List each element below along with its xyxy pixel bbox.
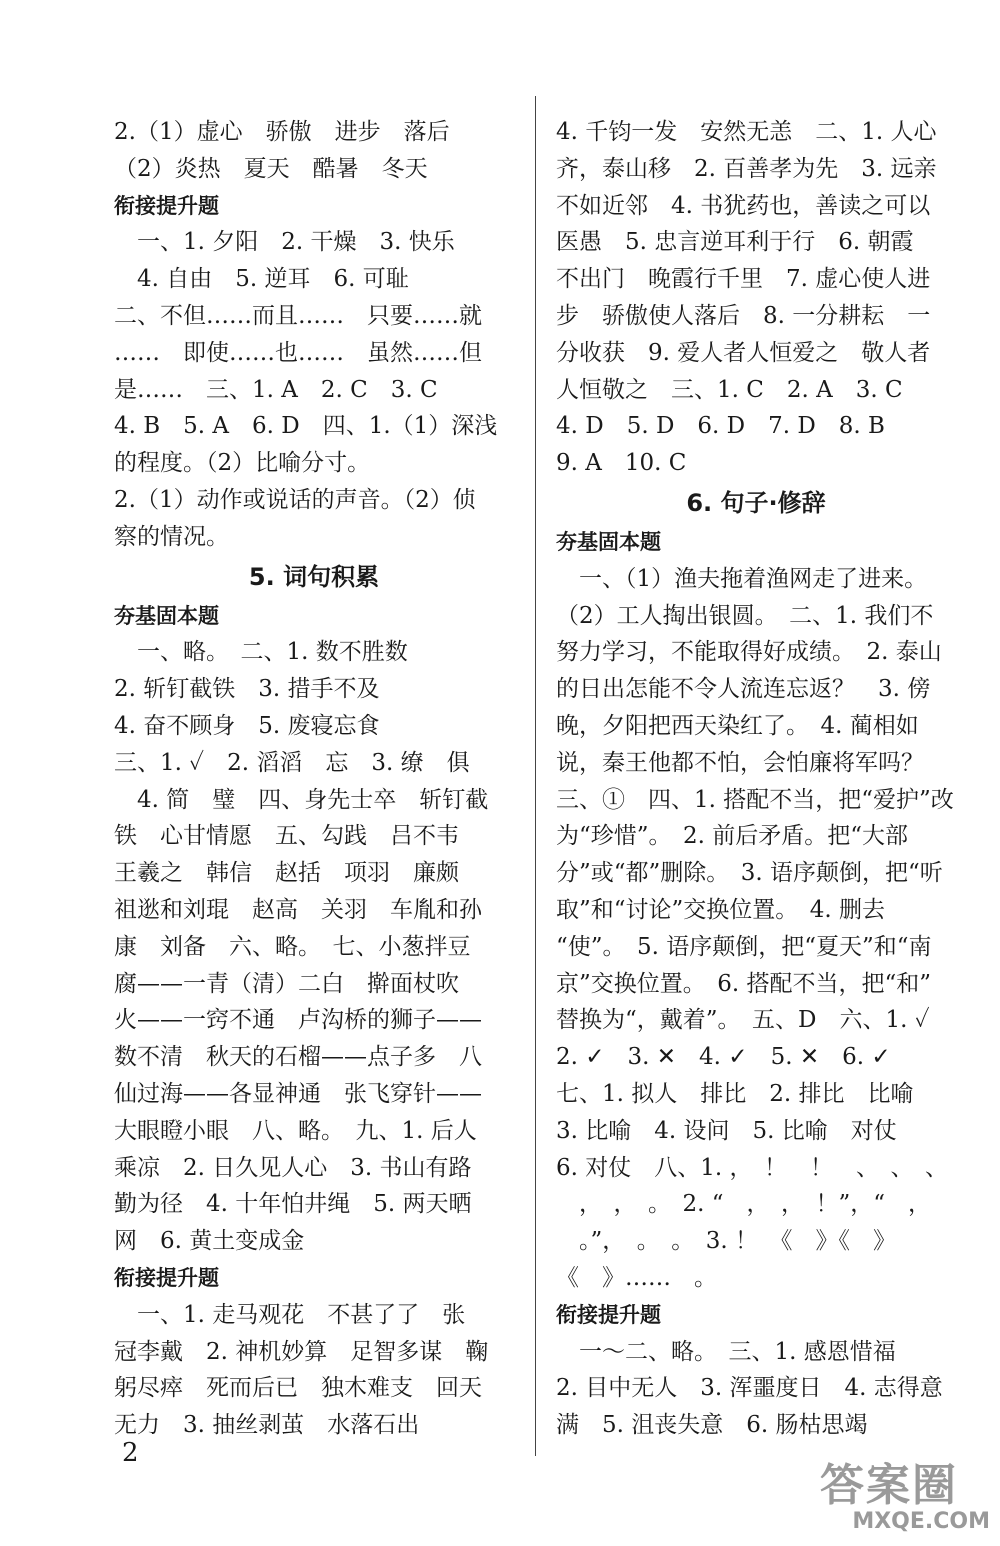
answer-line: 大眼瞪小眼 八、略。 九、1. 后人 xyxy=(114,1117,477,1144)
left-column xyxy=(114,114,514,1444)
answer-line: 晚，夕阳把西天染红了。 4. 蔺相如 xyxy=(556,712,919,739)
answer-line: 说，秦王他都不怕，会怕廉将军吗？ xyxy=(556,749,924,776)
answer-line: 察的情况。 xyxy=(114,523,229,550)
answer-line: 2.（1）虚心 骄傲 进步 落后 xyxy=(114,119,450,145)
answer-line: 一、1. 夕阳 2. 干燥 3. 快乐 xyxy=(114,229,455,256)
answer-line: 4. 自由 5. 逆耳 6. 可耻 xyxy=(114,266,409,293)
answer-line: 网 6. 黄土变成金 xyxy=(114,1228,305,1255)
subsection-heading: 衔接提升题 xyxy=(114,1265,219,1290)
answer-line: 铁 心甘情愿 五、勾践 吕不韦 xyxy=(114,823,459,850)
answer-line: 3. 比喻 4. 设问 5. 比喻 对仗 xyxy=(556,1117,897,1144)
answer-line: 2. 斩钉截铁 3. 措手不及 xyxy=(114,676,380,703)
answer-line: 无力 3. 抽丝剥茧 水落石出 xyxy=(114,1412,420,1439)
answer-line: 满 5. 沮丧失意 6. 肠枯思竭 xyxy=(556,1412,868,1439)
answer-line: 七、1. 拟人 排比 2. 排比 比喻 xyxy=(556,1080,914,1107)
answer-line: ， ， 。 2. “ ， ， ！”，“ ， xyxy=(556,1191,932,1218)
watermark-url: MXQE.COM xyxy=(852,1509,990,1534)
section-title: 6. 句子·修辞 xyxy=(686,488,826,517)
answer-line: （2）工人掏出银圆。 二、1. 我们不 xyxy=(556,602,934,629)
answer-line: 《 》…… 。 xyxy=(556,1264,717,1291)
watermark-logo xyxy=(820,1462,990,1542)
subsection-heading: 衔接提升题 xyxy=(114,193,219,218)
answer-line: 是…… 三、1. A 2. C 3. C xyxy=(114,376,438,403)
answer-line: 2. 目中无人 3. 浑噩度日 4. 志得意 xyxy=(556,1375,943,1402)
answer-line: 分收获 9. 爱人者人恒爱之 敬人者 xyxy=(556,339,931,366)
answer-line: 祖逖和刘琨 赵高 关羽 车胤和孙 xyxy=(114,896,482,923)
watermark-text: 答案圈 xyxy=(820,1460,958,1511)
answer-line: 医愚 5. 忠言逆耳利于行 6. 朝霞 xyxy=(556,229,914,256)
answer-line: 一～二、略。 三、1. 感恩惜福 xyxy=(556,1338,896,1365)
answer-line: 步 骄傲使人落后 8. 一分耕耘 一 xyxy=(556,302,931,329)
answer-line: 2.（1）动作或说话的声音。（2）侦 xyxy=(114,486,476,513)
answer-line: 三、① 四、1. 搭配不当，把“爱护”改 xyxy=(556,786,954,813)
answer-line: 冠李戴 2. 神机妙算 足智多谋 鞠 xyxy=(114,1338,489,1365)
page-number: 2 xyxy=(122,1438,139,1468)
answer-line: 康 刘备 六、略。 七、小葱拌豆 xyxy=(114,933,471,960)
answer-line: 。”， 。 。 3. ！ 《 》《 》 xyxy=(556,1228,897,1255)
subsection-heading: 衔接提升题 xyxy=(556,1302,661,1327)
answer-line: 王羲之 韩信 赵括 项羽 廉颇 xyxy=(114,860,459,887)
answer-line: （2）炎热 夏天 酷暑 冬天 xyxy=(114,155,428,182)
answer-line: 一、（1）渔夫拖着渔网走了进来。 xyxy=(556,565,928,592)
answer-line: 一、1. 走马观花 不甚了了 张 xyxy=(114,1301,466,1328)
answer-line: 6. 对仗 八、1. ， ！ ！ 、 、 、 xyxy=(556,1154,949,1181)
answer-line: 4. D 5. D 6. D 7. D 8. B xyxy=(556,413,885,440)
answer-line: 4. B 5. A 6. D 四、1.（1）深浅 xyxy=(114,413,498,440)
answer-line: 火——一窍不通 卢沟桥的狮子—— xyxy=(114,1007,482,1034)
right-column xyxy=(556,114,956,1444)
answer-line: 二、不但……而且…… 只要……就 xyxy=(114,302,482,329)
subsection-heading: 夯基固本题 xyxy=(556,529,661,554)
answer-line: “使”。 5. 语序颠倒，把“夏天”和“南 xyxy=(556,933,932,960)
column-divider xyxy=(535,96,536,1456)
answer-line: 4. 简 璧 四、身先士卒 斩钉截 xyxy=(114,786,489,813)
answer-line: 4. 千钧一发 安然无恙 二、1. 人心 xyxy=(556,119,937,145)
subsection-heading: 夯基固本题 xyxy=(114,603,219,628)
answer-line: 努力学习，不能取得好成绩。 2. 泰山 xyxy=(556,639,942,666)
answer-line: 取”和“讨论”交换位置。 4. 删去 xyxy=(556,896,886,923)
answer-line: 齐，泰山移 2. 百善孝为先 3. 远亲 xyxy=(556,155,937,182)
answer-line: 为“珍惜”。 2. 前后矛盾。把“大部 xyxy=(556,823,909,850)
answer-line: 2. ✓ 3. ✕ 4. ✓ 5. ✕ 6. ✓ xyxy=(556,1044,891,1071)
answer-line: 躬尽瘁 死而后已 独木难支 回天 xyxy=(114,1375,482,1402)
answer-line: 不出门 晚霞行千里 7. 虚心使人进 xyxy=(556,266,931,293)
answer-line: 人恒敬之 三、1. C 2. A 3. C xyxy=(556,376,903,403)
answer-line: 一、略。 二、1. 数不胜数 xyxy=(114,639,408,666)
answer-line: 的日出怎能不令人流连忘返？ 3. 傍 xyxy=(556,676,931,703)
answer-line: 4. 奋不顾身 5. 废寝忘食 xyxy=(114,712,380,739)
section-title: 5. 词句积累 xyxy=(248,562,380,591)
answer-line: 仙过海——各显神通 张飞穿针—— xyxy=(114,1080,482,1107)
answer-line: 分”或“都”删除。 3. 语序颠倒，把“听 xyxy=(556,860,943,887)
answer-line: 京”交换位置。 6. 搭配不当，把“和” xyxy=(556,970,932,997)
answer-line: 三、1. ✓ 2. 滔滔 忘 3. 缭 俱 xyxy=(114,749,470,776)
answer-line: 9. A 10. C xyxy=(556,450,687,477)
answer-line: 勤为径 4. 十年怕井绳 5. 两天晒 xyxy=(114,1191,472,1218)
answer-line: 不如近邻 4. 书犹药也，善读之可以 xyxy=(556,192,931,219)
answer-line: 替换为“，戴着”。 五、D 六、1. ✓ xyxy=(556,1007,930,1034)
answer-line: 的程度。（2）比喻分寸。 xyxy=(114,450,371,477)
answer-line: 腐——一青（清）二白 擀面杖吹 xyxy=(114,970,459,997)
answer-line: 数不清 秋天的石榴——点子多 八 xyxy=(114,1044,482,1071)
answer-line: 乘凉 2. 日久见人心 3. 书山有路 xyxy=(114,1154,472,1181)
answer-line: …… 即使……也…… 虽然……但 xyxy=(114,339,482,366)
